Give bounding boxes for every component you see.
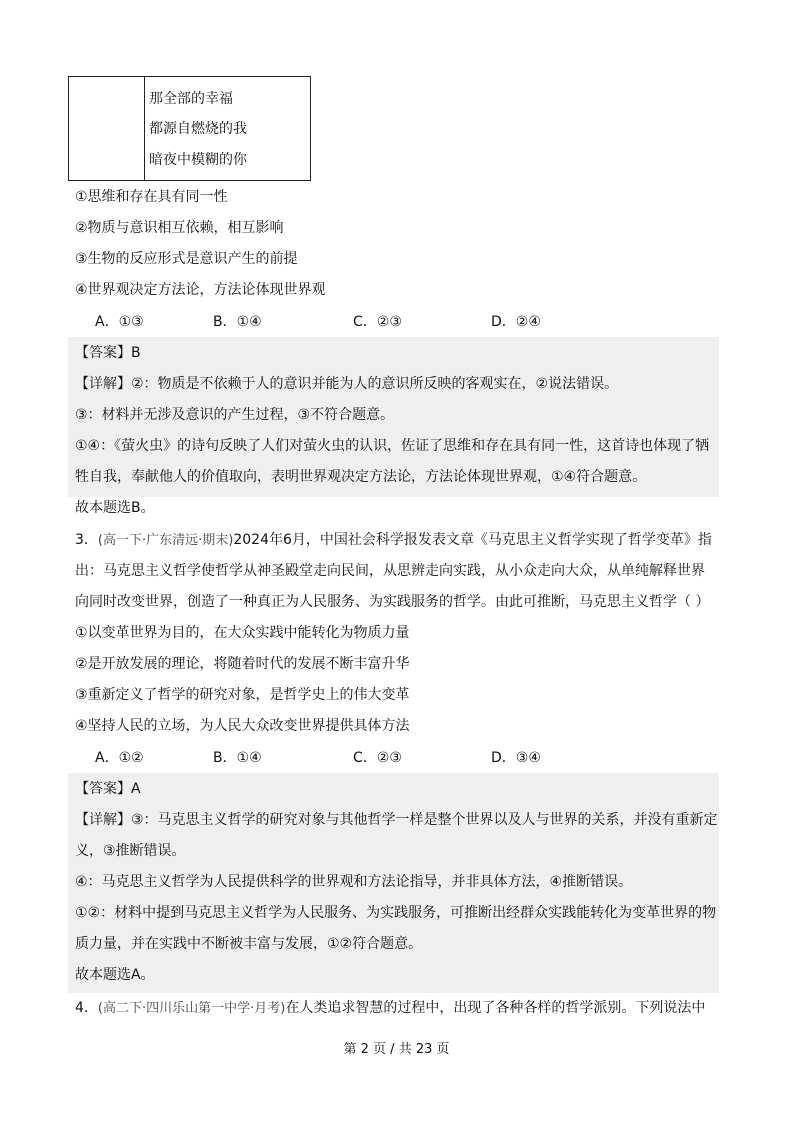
poem-table [68, 76, 311, 181]
question-source: (高二下·四川乐山第一中学·月考) [97, 1001, 286, 1016]
option-b: B．①④ [213, 750, 262, 766]
statement: ③生物的反应形式是意识产生的前提 [75, 251, 298, 267]
stem-line: 向同时改变世界，创造了一种真正为人民服务、为实践服务的哲学。由此可推断，马克思主义哲学（ ） [75, 594, 710, 610]
statement: ①以变革世界为目的，在大众实践中能转化为物质力量 [75, 625, 410, 641]
statement: ④坚持人民的立场，为人民大众改变世界提供具体方法 [75, 718, 410, 734]
detail-line: 【详解】②：物质是不依赖于人的意识并能为人的意识所反映的客观实在，②说法错误。 [75, 376, 619, 392]
stem-line: 出：马克思主义哲学使哲学从神圣殿堂走向民间，从思辨走向实践，从小众走向大众，从单纯解释世界 [75, 563, 705, 579]
poem-line: 暗夜中模糊的你 [149, 152, 247, 168]
statement: ①思维和存在具有同一性 [75, 189, 228, 205]
poem-line: 都源自燃烧的我 [149, 121, 247, 137]
statement: ②物质与意识相互依赖，相互影响 [75, 220, 284, 236]
detail-line: 义，③推断错误。 [75, 843, 186, 859]
detail-line: ③：材料并无涉及意识的产生过程，③不符合题意。 [75, 407, 395, 423]
detail-line: ①②：材料中提到马克思主义哲学为人民服务、为实践服务，可推断出经群众实践能转化为变革世界的物 [75, 905, 717, 921]
answer-label: 【答案】A [75, 781, 141, 797]
detail-line: ①④：《萤火虫》的诗句反映了人们对萤火虫的认识，佐证了思维和存在具有同一性，这首诗也体现了牺 [75, 438, 710, 454]
option-d: D．③④ [491, 750, 541, 766]
option-c: C．②③ [353, 750, 402, 766]
detail-line: 【详解】③：马克思主义哲学的研究对象与其他哲学一样是整个世界以及人与世界的关系，并没有重新定 [75, 812, 718, 828]
stem-line: 2024年6月，中国社会科学报发表文章《马克思主义哲学实现了哲学变革》指 [233, 532, 712, 548]
detail-line: 牲自我，奉献他人的价值取向，表明世界观决定方法论，方法论体现世界观，①④符合题意。 [75, 469, 647, 485]
option-a: A．①③ [95, 314, 144, 330]
statement: ③重新定义了哲学的研究对象，是哲学史上的伟大变革 [75, 687, 410, 703]
question-4-stem [75, 998, 705, 1019]
option-c: C．②③ [353, 314, 402, 330]
page-footer: 第 2 页 / 共 23 页 [343, 1042, 450, 1057]
detail-line: 故本题选B。 [75, 500, 155, 516]
question-number: 3． [75, 532, 98, 548]
detail-line: ④：马克思主义哲学为人民提供科学的世界观和方法论指导，并非具体方法，④推断错误。 [75, 874, 633, 890]
detail-line: 故本题选A。 [75, 967, 155, 983]
detail-line: 质力量，并在实践中不断被丰富与发展，①②符合题意。 [75, 936, 423, 952]
question-source: (高一下·广东清远·期末) [97, 533, 234, 548]
statement: ②是开放发展的理论，将随着时代的发展不断丰富升华 [75, 656, 410, 672]
answer-label: 【答案】B [75, 345, 141, 361]
option-d: D．②④ [491, 314, 541, 330]
stem-line: 在人类追求智慧的过程中，出现了各种各样的哲学派别。下列说法中 [285, 1000, 706, 1016]
option-a: A．①② [95, 750, 144, 766]
question-number: 4． [75, 1000, 98, 1016]
option-b: B．①④ [213, 314, 262, 330]
poem-line: 那全部的幸福 [149, 91, 233, 107]
statement: ④世界观决定方法论，方法论体现世界观 [75, 282, 326, 298]
table-divider [144, 77, 145, 180]
question-3-stem [75, 530, 712, 551]
